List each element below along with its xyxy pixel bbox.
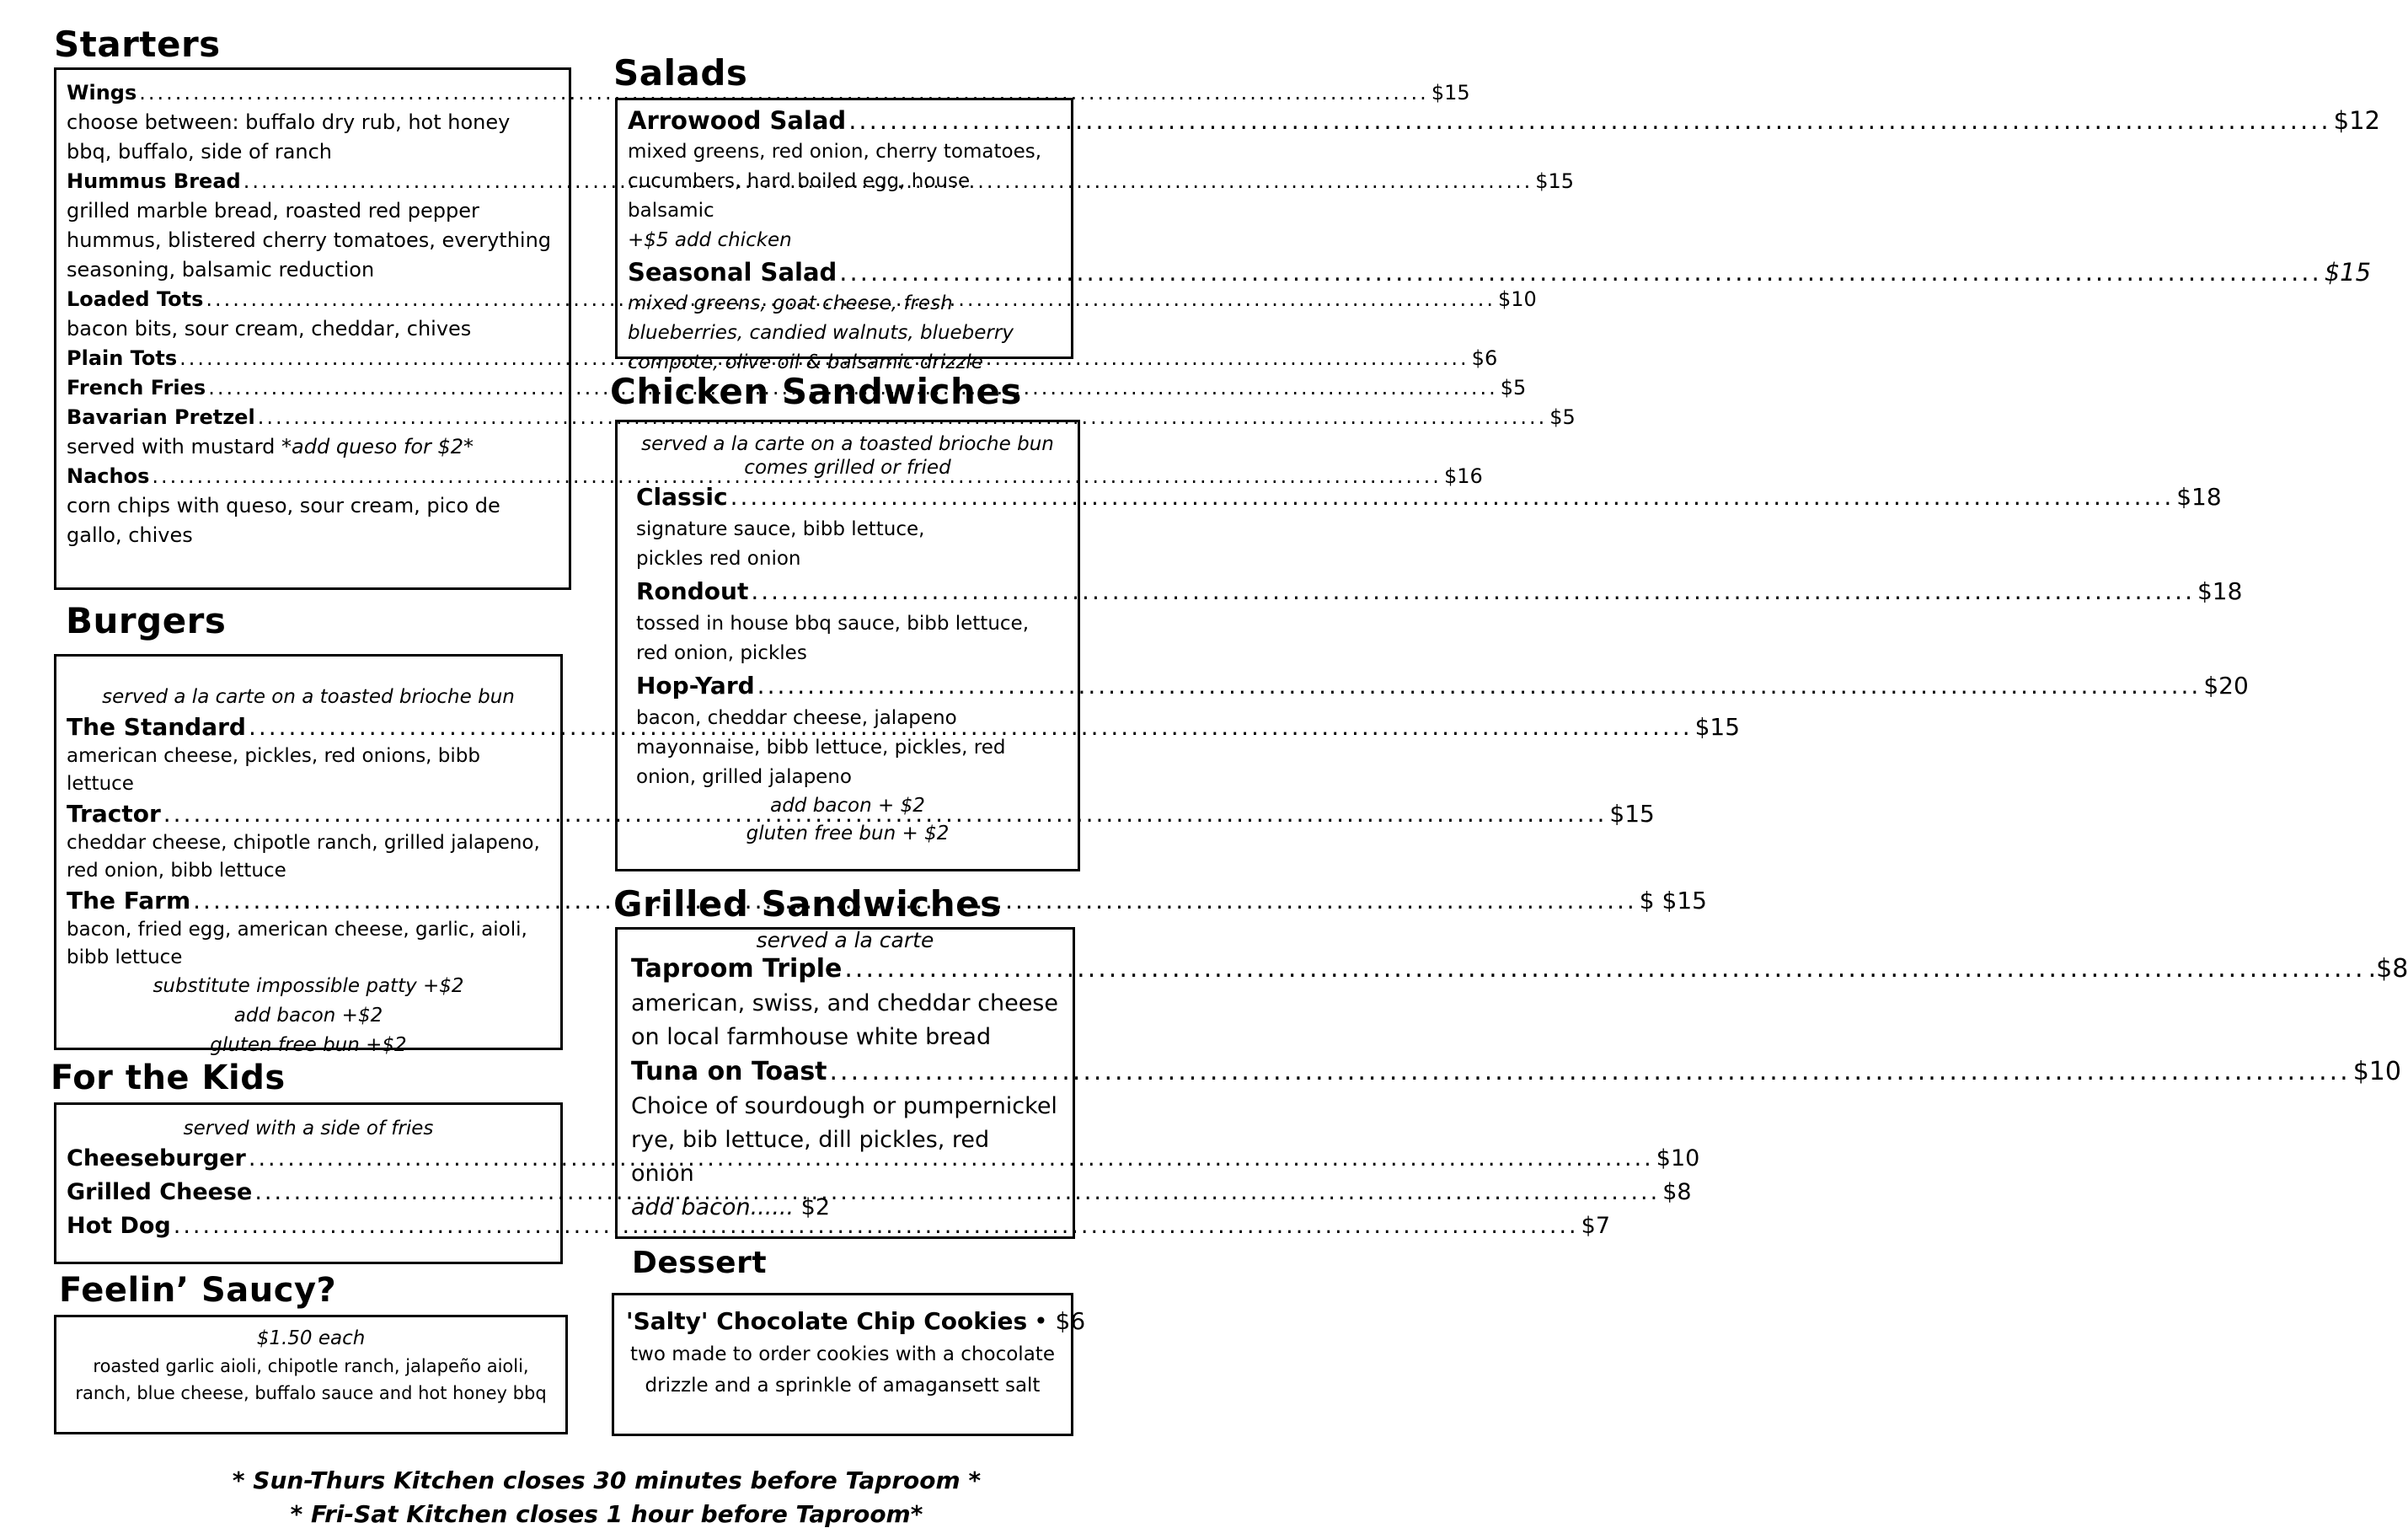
menu-item	[67, 285, 1537, 314]
item-name: Tractor	[67, 800, 161, 828]
item-name: Hummus Bread	[67, 169, 241, 193]
item-name: 'Salty' Chocolate Chip Cookies	[626, 1307, 1028, 1335]
item-price: $15	[1535, 169, 1575, 193]
item-description: tossed in house bbq sauce, bibb lettuce, red onion, pickles	[636, 613, 1030, 664]
item-description: corn chips with queso, sour cream, pico de gallo, chives	[67, 494, 500, 547]
item-price: $15	[1431, 81, 1470, 105]
item-price: $10	[2352, 1057, 2401, 1086]
item-price: $10	[1497, 287, 1537, 311]
item-description: american, swiss, and cheddar cheese on local farmhouse white bread	[631, 990, 1058, 1050]
sauce-section	[54, 1315, 568, 1434]
menu-item	[67, 1209, 1610, 1243]
item-name: Grilled Cheese	[67, 1179, 253, 1205]
burger-note: gluten free bun +$2	[210, 1034, 407, 1056]
chicken-note: gluten free bun + $2	[746, 823, 950, 844]
chicken-heading: Chicken Sandwiches	[610, 371, 1022, 412]
item-description: choose between: buffalo dry rub, hot honey bbq, buffalo, side of ranch	[67, 110, 511, 164]
kids-subtitle: served with a side of fries	[183, 1118, 434, 1139]
item-description: bacon, cheddar cheese, jalapeno mayonnaise, bibb lettuce, pickles, red onion, grilled jalapeno	[636, 707, 1006, 788]
menu-item	[628, 255, 2372, 289]
menu-item	[67, 344, 1498, 373]
item-name: Wings	[67, 81, 137, 105]
menu-item	[67, 1142, 1700, 1176]
item-price: $15	[1609, 800, 1655, 828]
item-name: Arrowood Salad	[628, 106, 847, 135]
queso-addon: *add queso for $2*	[281, 435, 474, 458]
menu-item	[636, 480, 2222, 515]
item-name: Seasonal Salad	[628, 258, 837, 287]
item-description: mixed greens, red onion, cherry tomatoes, cucumbers, hard boiled egg, house balsamic	[628, 141, 1042, 222]
item-description: signature sauce, bibb lettuce, pickles red onion	[636, 518, 925, 570]
item-name: Taproom Triple	[631, 954, 843, 984]
menu-item	[67, 167, 1575, 196]
item-description: bacon bits, sour cream, cheddar, chives	[67, 317, 472, 340]
item-name: The Farm	[67, 887, 191, 914]
menu-item	[631, 952, 2408, 987]
item-description: Choice of sourdough or pumpernickel rye, bib lettuce, dill pickles, red onion	[631, 1093, 1057, 1187]
item-price: $12	[2333, 106, 2380, 135]
item-name: French Fries	[67, 376, 206, 399]
item-price: $5	[1549, 405, 1576, 429]
sauce-list: roasted garlic aioli, chipotle ranch, jalapeño aioli, ranch, blue cheese, buffalo sauce and hot honey bbq	[75, 1356, 547, 1403]
item-name: Rondout	[636, 577, 749, 605]
item-price: $15	[2324, 258, 2372, 287]
burger-note: substitute impossible patty +$2	[153, 975, 464, 997]
item-price: $15	[1694, 713, 1741, 741]
item-name: The Standard	[67, 713, 246, 741]
chicken-note: add bacon + $2	[770, 795, 925, 817]
item-price: $ $15	[1639, 887, 1707, 914]
item-price: $5	[1500, 376, 1527, 399]
item-price: .$8	[2368, 954, 2408, 984]
item-description: mixed greens, goat cheese, fresh blueberries, candied walnuts, blueberry compote, olive oil & balsamic drizzle	[628, 292, 1014, 373]
item-name: Tuna on Toast	[631, 1057, 827, 1086]
grilled-section	[615, 927, 2408, 1239]
item-name: Hop-Yard	[636, 672, 755, 700]
item-name: Classic	[636, 483, 728, 511]
item-description: bacon, fried egg, american cheese, garlic, aioli, bibb lettuce	[67, 919, 527, 968]
menu-item	[628, 104, 2380, 137]
sauce-price: $1.50 each	[256, 1327, 366, 1349]
kitchen-hours-weekday: * Sun-Thurs Kitchen closes 30 minutes before Taproom *	[232, 1466, 982, 1494]
chicken-subtitle: comes grilled or fried	[744, 457, 951, 479]
kids-heading: For the Kids	[51, 1059, 286, 1097]
add-chicken-note: +$5 add chicken	[628, 229, 792, 251]
item-name: Loaded Tots	[67, 287, 204, 311]
burgers-heading: Burgers	[66, 600, 227, 641]
item-price: $7	[1581, 1213, 1610, 1239]
burgers-subtitle: served a la carte on a toasted brioche bun	[102, 686, 515, 708]
item-price: $8	[1662, 1179, 1692, 1205]
item-price: $16	[1443, 464, 1483, 488]
menu-item	[626, 1304, 1086, 1339]
bacon-addon: add bacon...... $2	[631, 1194, 831, 1220]
item-description: served with mustard *add queso for $2*	[67, 435, 474, 458]
item-price: $6	[1471, 346, 1498, 370]
item-description: grilled marble bread, roasted red pepper hummus, blistered cherry tomatoes, everything seasoning, balsamic reduction	[67, 199, 552, 281]
menu-item	[636, 574, 2243, 609]
sauce-heading: Feelin’ Saucy?	[59, 1271, 337, 1310]
dessert-section	[612, 1293, 1086, 1436]
item-name: Hot Dog	[67, 1213, 171, 1239]
menu-item	[67, 403, 1576, 432]
item-price: $18	[2197, 577, 2243, 605]
item-name: Bavarian Pretzel	[67, 405, 255, 429]
menu-item	[67, 711, 1741, 743]
menu-item	[67, 78, 1470, 108]
starters-heading: Starters	[54, 24, 221, 65]
item-name: Nachos	[67, 464, 150, 488]
salads-heading: Salads	[613, 52, 748, 94]
kitchen-hours-weekend: * Fri-Sat Kitchen closes 1 hour before Taproom*	[290, 1500, 923, 1528]
item-price: $10	[1656, 1145, 1700, 1171]
item-name: Cheeseburger	[67, 1145, 246, 1171]
item-description: two made to order cookies with a chocolate drizzle and a sprinkle of amagansett salt	[630, 1343, 1055, 1397]
burger-note: add bacon +$2	[233, 1005, 383, 1027]
item-price: $20	[2203, 672, 2249, 700]
dessert-heading: Dessert	[632, 1246, 768, 1280]
menu-item	[631, 1054, 2401, 1090]
menu-item	[636, 668, 2249, 704]
item-name: Plain Tots	[67, 346, 178, 370]
item-price: $18	[2176, 483, 2222, 511]
item-description: american cheese, pickles, red onions, bibb lettuce	[67, 745, 480, 795]
chicken-subtitle: served a la carte on a toasted brioche bun	[641, 433, 1054, 455]
item-description: cheddar cheese, chipotle ranch, grilled jalapeno, red onion, bibb lettuce	[67, 832, 540, 882]
grilled-subtitle: served a la carte	[756, 928, 934, 952]
item-price: • $6	[1034, 1307, 1086, 1335]
grilled-heading: Grilled Sandwiches	[613, 883, 1002, 925]
